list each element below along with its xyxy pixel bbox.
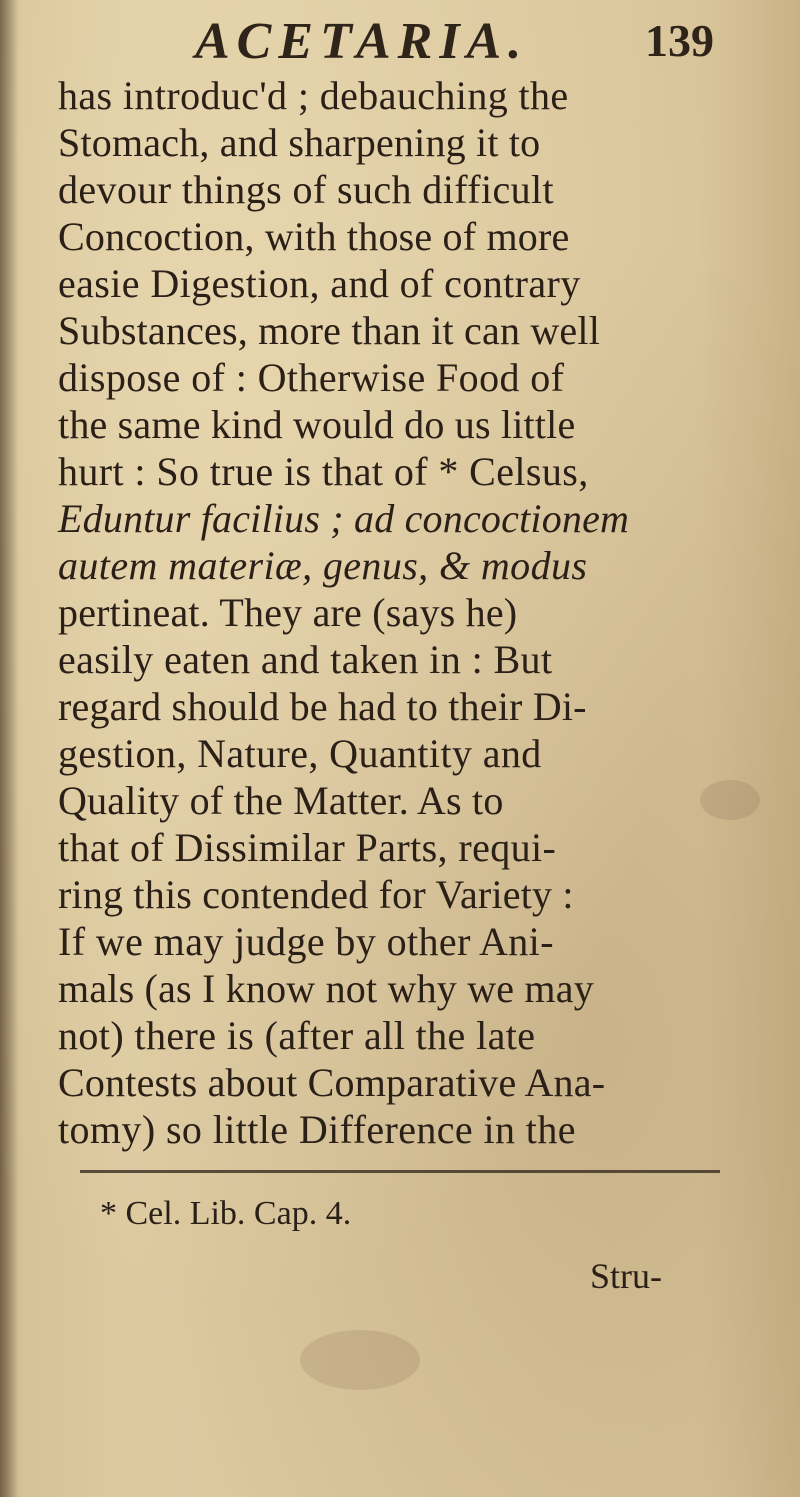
text-line: Eduntur facilius ; ad concoctionem <box>58 496 630 541</box>
running-head: ACETARIA. <box>195 13 529 70</box>
text-line: Concoction, with those of more <box>58 214 570 259</box>
page-header <box>0 10 800 70</box>
text-line: If we may judge by other Ani- <box>58 919 554 964</box>
catchword: Stru- <box>590 1256 662 1296</box>
text-line: autem materiæ, genus, & modus <box>58 543 588 588</box>
text-line: Substances, more than it can well <box>58 308 601 353</box>
text-line: pertineat. They are (says he) <box>58 590 518 635</box>
body-text <box>58 72 748 1153</box>
text-line: easily eaten and taken in : But <box>58 637 553 682</box>
text-line: easie Digestion, and of contrary <box>58 261 581 306</box>
text-line: Quality of the Matter. As to <box>58 778 504 823</box>
footnote-rule <box>80 1170 720 1173</box>
text-line: hurt : So true is that of * Celsus, <box>58 449 589 494</box>
text-line: the same kind would do us little <box>58 402 576 447</box>
text-line: regard should be had to their Di- <box>58 684 587 729</box>
text-line: Stomach, and sharpening it to <box>58 120 541 165</box>
text-line: ring this contended for Variety : <box>58 872 574 917</box>
text-line: tomy) so little Difference in the <box>58 1107 576 1152</box>
text-line: not) there is (after all the late <box>58 1013 536 1058</box>
text-line: dispose of : Otherwise Food of <box>58 355 565 400</box>
text-line: has introduc'd ; debauching the <box>58 73 569 118</box>
page-number: 139 <box>645 15 714 66</box>
text-line: Contests about Comparative Ana- <box>58 1060 606 1105</box>
paper-stain <box>300 1330 420 1390</box>
text-line: that of Dissimilar Parts, requi- <box>58 825 557 870</box>
text-line: gestion, Nature, Quantity and <box>58 731 542 776</box>
gutter-shadow <box>0 0 18 1497</box>
text-line: devour things of such difficult <box>58 167 555 212</box>
text-line: mals (as I know not why we may <box>58 966 594 1011</box>
footnote: * Cel. Lib. Cap. 4. <box>100 1195 352 1232</box>
